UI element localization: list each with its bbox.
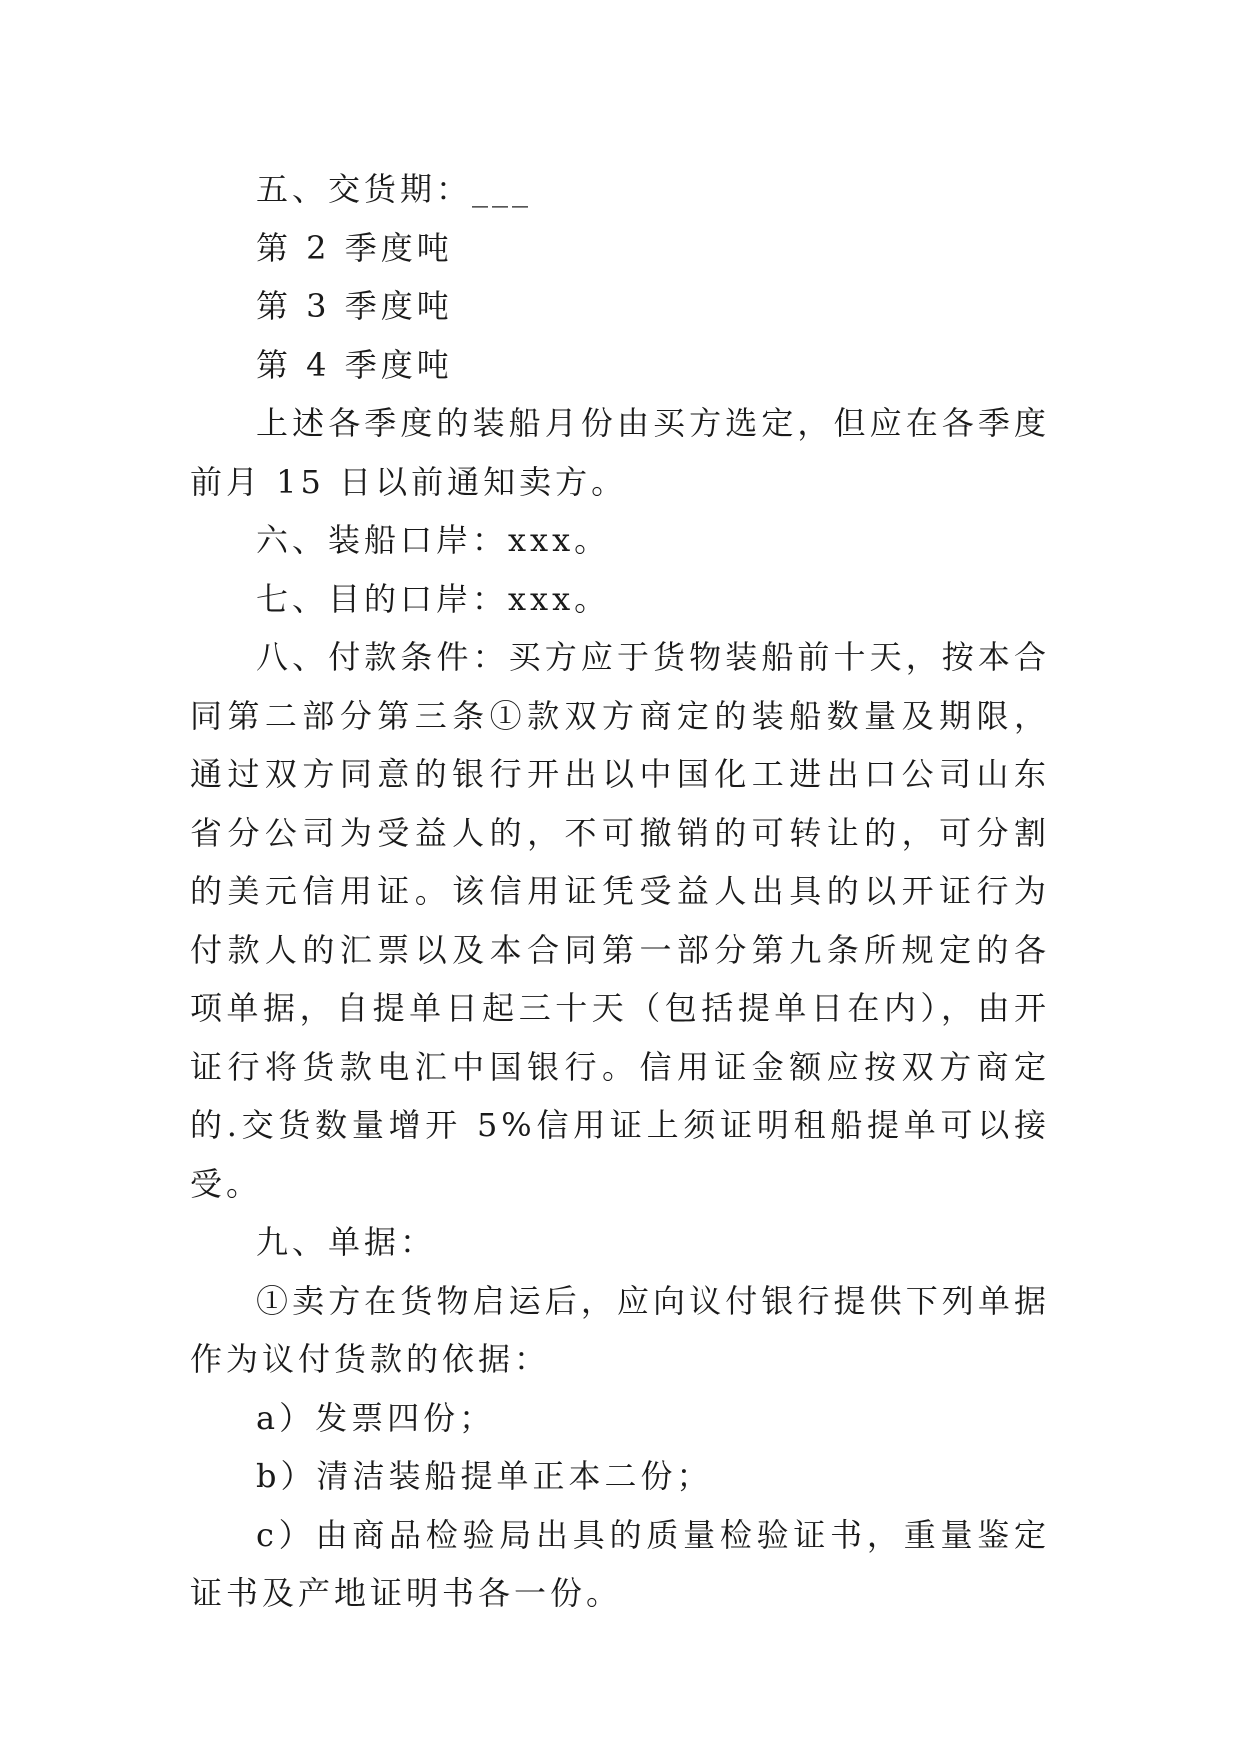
paragraph-bill-of-lading: b）清洁装船提单正本二份；	[256, 1457, 713, 1495]
paragraph-documents-heading: 九、单据：	[256, 1223, 437, 1261]
paragraph-payment-terms: 八、付款条件：买方应于货物装船前十天，按本合同第二部分第三条①款双方商定的装船数量及期限，通过双方同意的银行开出以中国化工进出口公司山东省分公司为受益人的，不可撤销的可转让的，可分割的美元信用证。该信用证凭受益人出具的以开证行为付款人的汇票以及本合同第一部分第九条所规定的各项单据，自提单日起三十天（包括提单日在内），由开证行将货款电汇中国银行。信用证金额应按双方商定的.交货数量增开 5%信用证上须证明租船提单可以接受。	[190, 638, 1050, 1203]
paragraph-shipment-month-notice: 上述各季度的装船月份由买方选定，但应在各季度前月 15 日以前通知卖方。	[190, 404, 1050, 501]
paragraph-invoice: a）发票四份；	[256, 1398, 496, 1437]
paragraph-quarter-4: 第 4 季度吨	[256, 345, 453, 384]
paragraph-quarter-3: 第 3 季度吨	[256, 287, 453, 325]
paragraph-quarter-2: 第 2 季度吨	[256, 228, 453, 267]
paragraph-documents-intro: ①卖方在货物启运后，应向议付银行提供下列单据作为议付货款的依据：	[190, 1281, 1050, 1378]
paragraph-certificates: c）由商品检验局出具的质量检验证书，重量鉴定证书及产地证明书各一份。	[190, 1515, 1050, 1612]
paragraph-port-of-destination: 七、目的口岸：xxx。	[256, 579, 611, 618]
paragraph-port-of-loading: 六、装船口岸：xxx。	[256, 521, 611, 559]
document-body	[190, 160, 1050, 1623]
paragraph-delivery-period: 五、交货期：___	[256, 170, 533, 208]
